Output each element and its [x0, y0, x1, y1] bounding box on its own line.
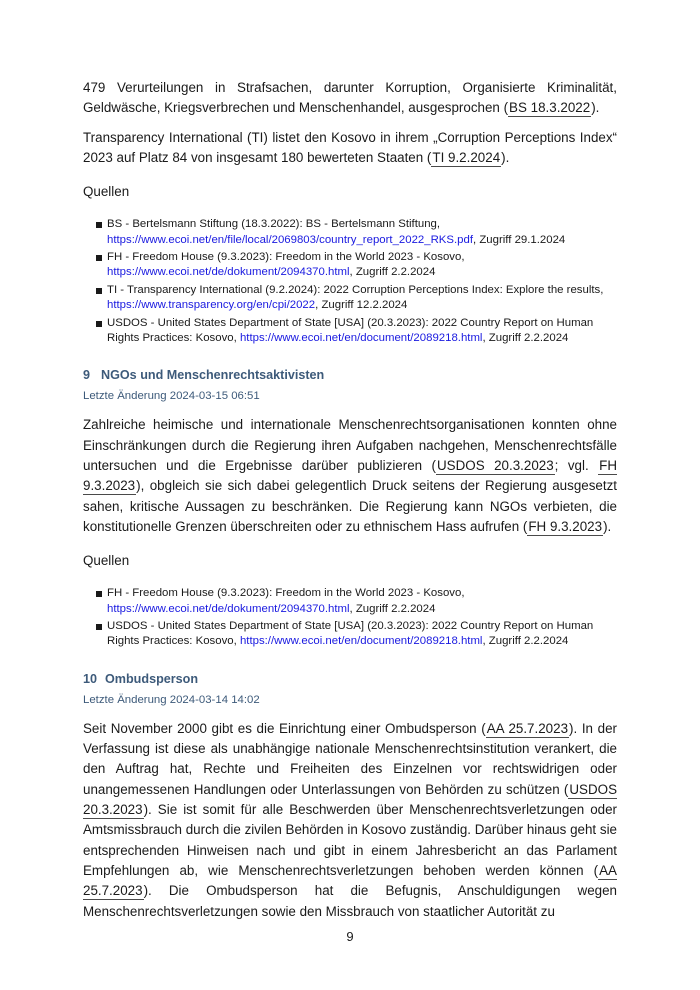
last-changed: Letzte Änderung 2024-03-14 14:02: [83, 693, 260, 706]
section-heading-ombudsperson: [83, 671, 617, 687]
citation-link[interactable]: USDOS 20.3.2023: [83, 781, 617, 818]
paragraph-ombudsperson: Seit November 2000 gibt es die Einrichtung einer Ombudsperson (AA 25.7.2023). In der Verfassung ist diese als unabhängige nationale Menschenrechtsinstitution verankert, die den Auftrag hat, Rechte und Freiheiten des Einzelnen vor rechtswidrigen oder unangemessenen Handlungen oder Unterlassungen von Behörden zu schützen (USDOS 20.3.2023). Sie ist somit für alle Beschwerden über Menschenrechtsverletzungen oder Amtsmissbrauch durch die zivilen Behörden in Kosovo zuständig. Darüber hinaus geht sie entsprechenden Hinweisen nach und gibt in einem Jahresbericht an das Parlament Empfehlungen ab, wie Menschenrechtsverletzungen behoben werden können (AA 25.7.2023). Die Ombudsperson hat die Befugnis, Anschuldigungen wegen Menschenrechtsverletzungen sowie den Missbrauch von staatlicher Autorität zu: [83, 720, 617, 919]
source-link[interactable]: https://www.ecoi.net/de/dokument/2094370.html: [107, 266, 350, 279]
citation-link[interactable]: BS 18.3.2022: [509, 100, 591, 116]
citation-link[interactable]: TI 9.2.2024: [432, 149, 501, 165]
sources-list-1: [83, 217, 617, 346]
section-number: 9: [83, 368, 91, 383]
paragraph-transparency: [83, 128, 617, 169]
source-item: USDOS - United States Department of State [USA] (20.3.2023): 2022 Country Report on Human Rights Practices: Kosovo, https://www.ecoi.net/en/document/2089218.html, Zugriff 2.2.2024: [96, 316, 617, 347]
source-item: TI - Transparency International (9.2.2024): 2022 Corruption Perceptions Index: Explore the results, https://www.transparency.org/en/cpi/2022, Zugriff 12.2.2024: [96, 283, 617, 314]
paragraph-text: Transparency International (TI) listet den Kosovo in ihrem „Corruption Perceptions Index“ 2023 auf Platz 84 von insgesamt 180 bewerteten Staaten (: [83, 129, 617, 165]
citation-link[interactable]: AA 25.7.2023: [486, 720, 569, 736]
bullet-icon: [96, 624, 102, 630]
paragraph-text: ).: [501, 149, 510, 165]
paragraph-ngos: Zahlreiche heimische und internationale Menschenrechtsorganisationen konnten ohne Einschränkungen durch die Regierung ihren Aufgaben nachgehen, Menschenrechtsfälle untersuchen und die Ergebnisse darüber publizieren (USDOS 20.3.2023; vgl. FH 9.3.2023), obgleich sie sich dabei gelegentlich Druck seitens der Regierung ausgesetzt sahen, kritische Aussagen zu beschränken. Die Regierung kann NGOs verbieten, die konstitutionelle Grenzen überschreiten oder zu ethnischem Hass aufrufen (FH 9.3.2023).: [83, 417, 617, 534]
paragraph-text: ).: [591, 100, 600, 116]
bullet-icon: [96, 255, 102, 261]
paragraph-text: 479 Verurteilungen in Strafsachen, darunter Korruption, Organisierte Kriminalität, Geldwäsche, Kriegsverbrechen und Menschenhandel, ausgesprochen (: [83, 80, 617, 116]
sources-list-2: [83, 586, 617, 650]
sources-label: Quellen: [83, 184, 130, 200]
source-item: BS - Bertelsmann Stiftung (18.3.2022): BS - Bertelsmann Stiftung, https://www.ecoi.net/en/file/local/2069803/country_report_2022_RKS.pdf, Zugriff 29.1.2024: [96, 217, 617, 248]
last-changed: Letzte Änderung 2024-03-15 06:51: [83, 390, 260, 403]
source-link[interactable]: https://www.ecoi.net/en/document/2089218.html: [239, 635, 483, 648]
source-link[interactable]: https://www.ecoi.net/en/file/local/2069803/country_report_2022_RKS.pdf: [107, 233, 473, 246]
source-item: FH - Freedom House (9.3.2023): Freedom in the World 2023 - Kosovo, https://www.ecoi.net/de/dokument/2094370.html, Zugriff 2.2.2024: [96, 250, 617, 281]
bullet-icon: [96, 591, 102, 597]
source-link[interactable]: https://www.transparency.org/en/cpi/2022: [107, 299, 316, 312]
section-title: NGOs und Menschenrechtsaktivisten: [101, 368, 325, 383]
bullet-icon: [96, 222, 102, 228]
citation-link[interactable]: FH 9.3.2023: [83, 458, 617, 494]
section-heading-ngos: [83, 367, 617, 383]
paragraph-convictions: [83, 78, 617, 119]
bullet-icon: [96, 321, 102, 327]
page-number: 9: [346, 929, 354, 944]
citation-link[interactable]: USDOS 20.3.2023: [437, 458, 554, 474]
source-item: FH - Freedom House (9.3.2023): Freedom in the World 2023 - Kosovo, https://www.ecoi.net/de/dokument/2094370.html, Zugriff 2.2.2024: [96, 586, 617, 617]
source-item: USDOS - United States Department of State [USA] (20.3.2023): 2022 Country Report on Human Rights Practices: Kosovo, https://www.ecoi.net/en/document/2089218.html, Zugriff 2.2.2024: [96, 619, 617, 650]
citation-link[interactable]: FH 9.3.2023: [528, 518, 603, 534]
source-link[interactable]: https://www.ecoi.net/en/document/2089218.html: [239, 332, 483, 345]
document-page: [83, 78, 617, 922]
sources-label: Quellen: [83, 553, 130, 569]
citation-link[interactable]: AA 25.7.2023: [83, 862, 617, 899]
section-number: 10: [83, 671, 98, 686]
section-title: Ombudsperson: [105, 671, 199, 686]
bullet-icon: [96, 288, 102, 294]
source-link[interactable]: https://www.ecoi.net/de/dokument/2094370.html: [107, 602, 350, 615]
